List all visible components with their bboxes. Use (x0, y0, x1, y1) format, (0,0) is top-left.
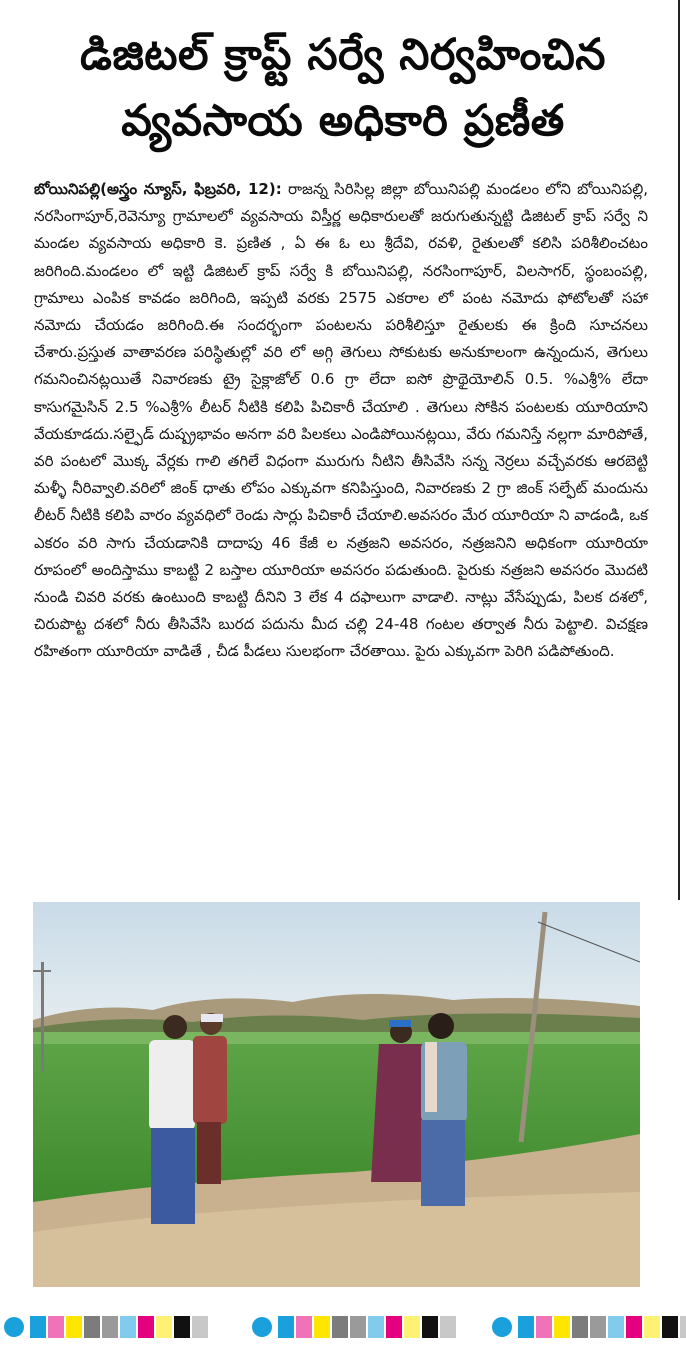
color-swatch (66, 1316, 82, 1338)
headline-line-2: వ్యవసాయ అధికారి ప్రణీత (121, 96, 565, 146)
color-swatch (404, 1316, 420, 1338)
color-swatch (536, 1316, 552, 1338)
register-dot (4, 1317, 24, 1337)
color-swatch (554, 1316, 570, 1338)
print-color-bar (0, 1312, 686, 1342)
color-swatch (626, 1316, 642, 1338)
color-swatch (192, 1316, 208, 1338)
color-swatch (644, 1316, 660, 1338)
color-swatch (156, 1316, 172, 1338)
news-photo (33, 902, 640, 1287)
color-swatch (30, 1316, 46, 1338)
color-swatch (120, 1316, 136, 1338)
article-body (34, 176, 648, 666)
color-swatch (138, 1316, 154, 1338)
color-swatch (332, 1316, 348, 1338)
color-swatch (350, 1316, 366, 1338)
color-swatch (174, 1316, 190, 1338)
color-swatch (590, 1316, 606, 1338)
article-text: రాజన్న సిరిసిల్ల జిల్లా బోయినిపల్లి మండలం లోని బోయినిపల్లి, నరసింగాపూర్,రెవెన్యూ గ్రామాలలో వ్యవసాయ విస్తీర్ణ అధికారులతో జరుగుతున్నట్టి డిజిటల్ క్రాప్ సర్వే ని మండల వ్యవసాయ అధికారి కె. ప్రణిత , ఏ ఈ ఓ లు శ్రీదేవి, రవళి, రైతులతో కలిసి పరిశీలించటం జరిగింది.మండలం లో ఇట్టి డిజిటల్ క్రాప్ సర్వే కి బోయినిపల్లి, నరసింగాపూర్, విలసాగర్, స్థంబంపల్లి, గ్రామాలు ఎంపిక కావడం జరిగింది, ఇప్పటి వరకు 2575 ఎకరాల లో పంట నమోదు ఫోటోలతో సహా నమోదు చేయడం జరిగింది.ఈ సందర్భంగా పంటలను పరిశీలిస్తూ రైతులకు ఈ క్రింది సూచనలు చేశారు.ప్రస్తుత వాతావరణ పరిస్థితుల్లో వరి లో అగ్గి తెగులు సోకుటకు అనుకూలంగా ఉన్నందున, తెగులు గమనించినట్లయితే నివారణకు ట్రై సైక్లాజోల్ 0.6 గ్రా లేదా ఐసో ప్రొథైయోలిన్ 0.5. %ఎశ్రీ% లేదా కాసుగమైసిన్ 2.5 %ఎశ్రీ% లీటర్ నీటికి కలిపి పిచికారీ చేయాలి . తెగులు సోకిన పంటలకు యూరియాని వేయకూడదు.సల్ఫైడ్ దుష్ప్రభావం అనగా వరి పిలకలు ఎండిపోయినట్లయి, వేరు గమనిస్తే నల్లగా మారిపోతే, వరి పంటలో మొక్క వేర్లకు గాలి తగిలే విధంగా మురుగు నీటిని తీసివేసి సన్న నెర్రలు వచ్చేవరకు ఆరబెట్టి మళ్ళీ నీరివ్వాలి.వరిలో జింక్ ధాతు లోపం ఎక్కువగా కనిపిస్తుంది, నివారణకు 2 గ్రా జింక్ సల్ఫేట్ మందును లీటర్ నీటికి కలిపి వారం వ్యవధిలో రెండు సార్లు పిచికారీ చేయాలి.అవసరం మేర యూరియా ని వాడండి, ఒక ఎకరం వరి సాగు చేయడానికి దాదాపు 46 కేజీ ల నత్రజని అవసరం, నత్రజనిని అధికంగా యూరియా రూపంలో అందిస్తాము కాబట్టి 2 బస్తాల యూరియా అవసరం పడుతుంది. పైరుకు నత్రజని అవసరం మొదటి నుండి చివరి వరకు ఉంటుంది కాబట్టి దీనిని 3 లేక 4 దఫాలుగా వాడాలి. నాట్లు వేసేప్పుడు, పిలక దశలో, చిరుపొట్ట దశలో నీరు తీసివేసి బురద పదును మీద చల్లి 24-48 గంటల తర్వాత నీరు పెట్టాలి. విచక్షణ రహితంగా యూరియా వాడితే , చీడ పీడలు సులభంగా చేరతాయి. పైరు ఎక్కువగా పెరిగి పడిపోతుంది. (34, 180, 648, 661)
color-swatch (608, 1316, 624, 1338)
color-swatch (278, 1316, 294, 1338)
article-dateline: బోయినిపల్లి(అస్త్రం న్యూస్, ఫిబ్రవరి, 12): (34, 180, 282, 198)
color-swatch (518, 1316, 534, 1338)
color-swatch (572, 1316, 588, 1338)
field-inspection-illustration (33, 902, 640, 1287)
color-swatch (314, 1316, 330, 1338)
register-dot (492, 1317, 512, 1337)
column-divider (678, 0, 680, 900)
color-swatch (102, 1316, 118, 1338)
color-swatch (440, 1316, 456, 1338)
color-swatch (680, 1316, 686, 1338)
color-swatch (48, 1316, 64, 1338)
color-swatch (386, 1316, 402, 1338)
headline-line-1: డిజిటల్ క్రాప్ట్ సర్వే నిర్వహించిన (80, 30, 606, 80)
color-swatch (662, 1316, 678, 1338)
color-swatch (368, 1316, 384, 1338)
headline (20, 22, 666, 154)
color-swatch (422, 1316, 438, 1338)
register-dot (252, 1317, 272, 1337)
color-swatch (296, 1316, 312, 1338)
color-swatch (84, 1316, 100, 1338)
